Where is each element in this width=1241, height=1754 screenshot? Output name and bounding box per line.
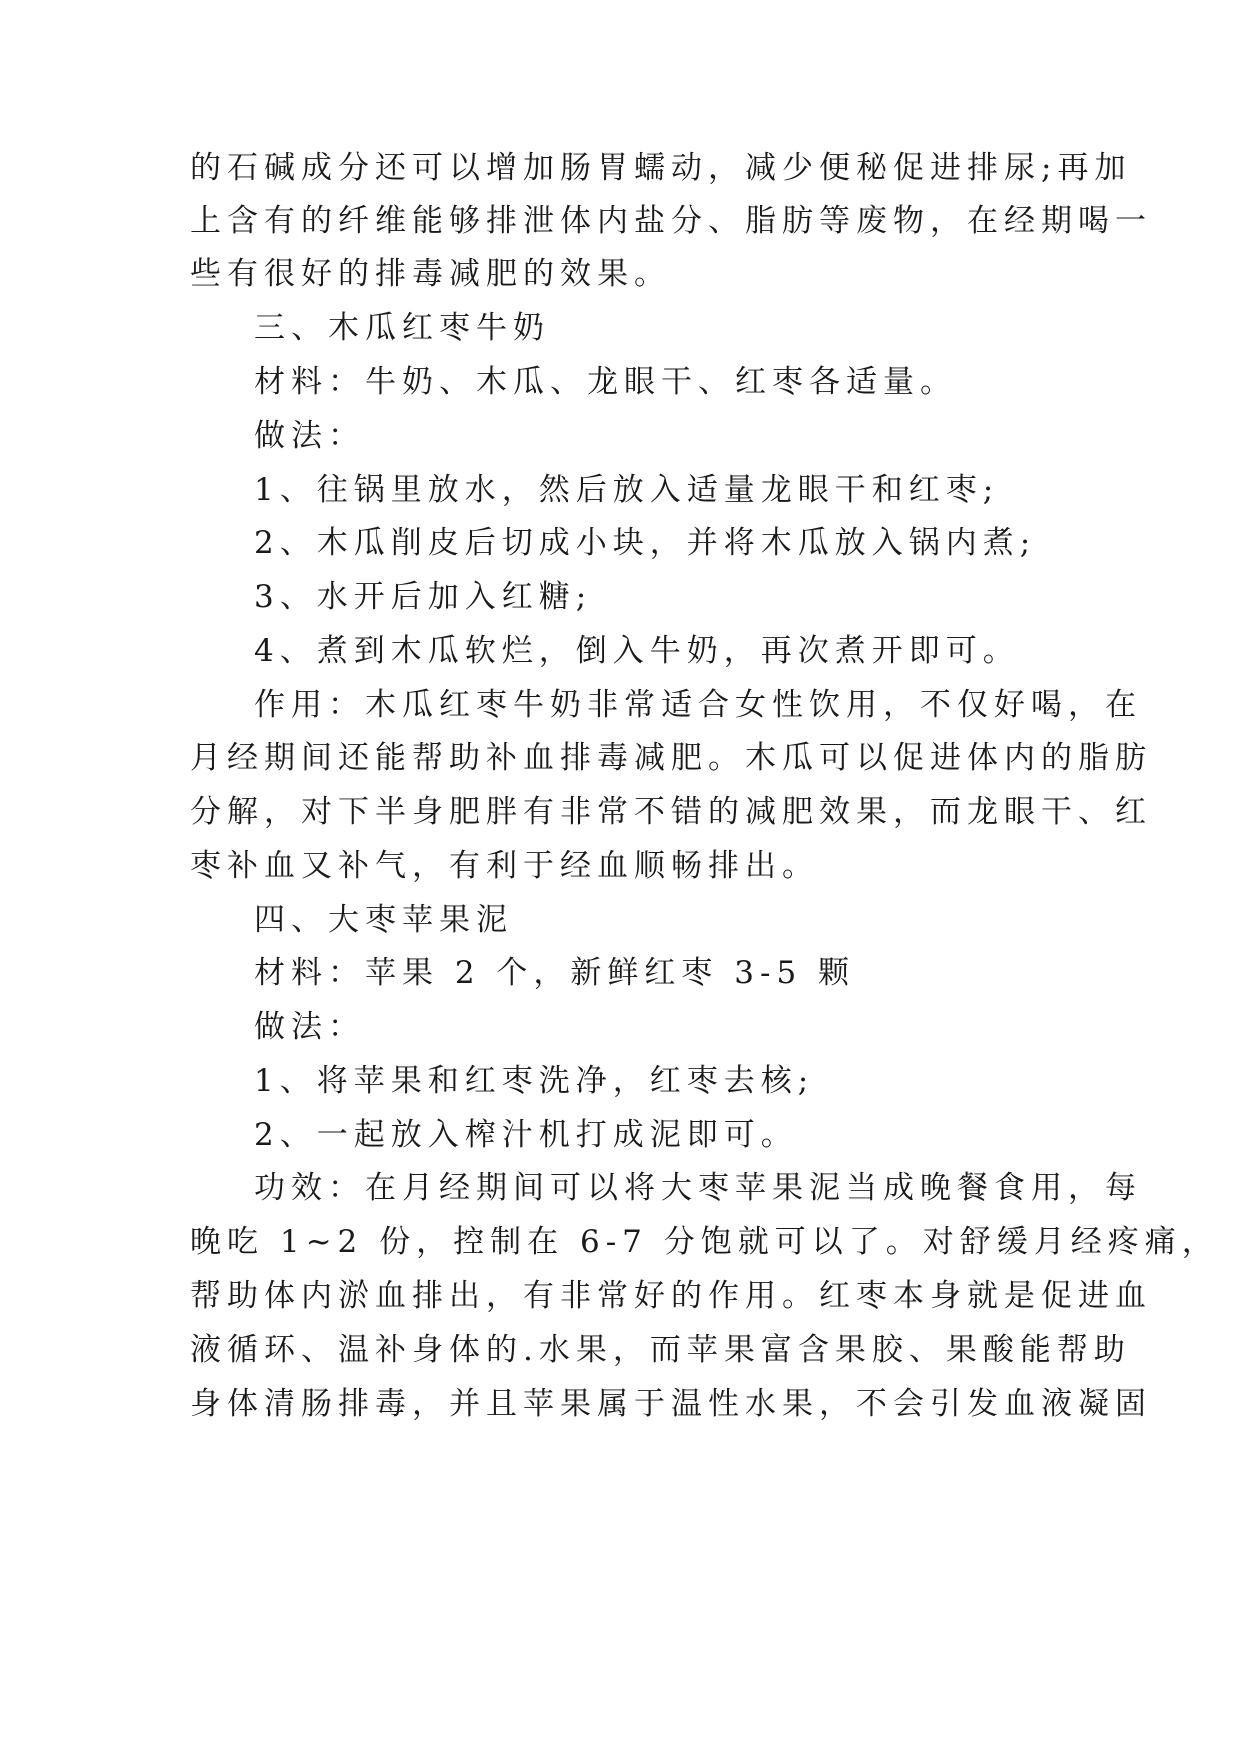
materials-line: 材料：牛奶、木瓜、龙眼干、红枣各适量。 [254, 364, 957, 400]
step-item: 4、煮到木瓜软烂，倒入牛奶，再次煮开即可。 [254, 633, 1020, 669]
body-text-line: 分解，对下半身肥胖有非常不错的减肥效果，而龙眼干、红 [190, 794, 1152, 830]
body-text-line: 月经期间还能帮助补血排毒减肥。木瓜可以促进体内的脂肪 [190, 740, 1152, 776]
step-item: 1、将苹果和红枣洗净，红枣去核; [254, 1063, 815, 1099]
body-text-line: 晚吃 1~2 份，控制在 6-7 分饱就可以了。对舒缓月经疼痛， [190, 1224, 1219, 1260]
step-item: 1、往锅里放水，然后放入适量龙眼干和红枣; [254, 472, 1000, 508]
body-text-line: 身体清肠排毒，并且苹果属于温性水果，不会引发血液凝固 [190, 1386, 1152, 1422]
body-text-line: 上含有的纤维能够排泄体内盐分、脂肪等废物，在经期喝一 [190, 203, 1152, 239]
section-heading: 四、大枣苹果泥 [254, 902, 513, 938]
section-heading: 三、木瓜红枣牛奶 [254, 310, 550, 346]
body-text-line: 枣补血又补气，有利于经血顺畅排出。 [190, 848, 819, 884]
body-text-line: 的石碱成分还可以增加肠胃蠕动，减少便秘促进排尿;再加 [190, 150, 1132, 186]
step-item: 2、一起放入榨汁机打成泥即可。 [254, 1117, 798, 1153]
body-text-line: 作用：木瓜红枣牛奶非常适合女性饮用，不仅好喝，在 [254, 687, 1142, 723]
method-label: 做法： [254, 418, 365, 454]
step-item: 3、水开后加入红糖; [254, 579, 593, 615]
body-text-line: 帮助体内淤血排出，有非常好的作用。红枣本身就是促进血 [190, 1278, 1152, 1314]
step-item: 2、木瓜削皮后切成小块，并将木瓜放入锅内煮; [254, 525, 1037, 561]
body-text-line: 功效：在月经期间可以将大枣苹果泥当成晚餐食用，每 [254, 1170, 1142, 1206]
method-label: 做法： [254, 1009, 365, 1045]
body-text-line: 些有很好的排毒减肥的效果。 [190, 256, 671, 292]
materials-line: 材料：苹果 2 个，新鲜红枣 3-5 颗 [254, 955, 856, 991]
body-text-line: 液循环、温补身体的.水果，而苹果富含果胶、果酸能帮助 [190, 1332, 1131, 1368]
